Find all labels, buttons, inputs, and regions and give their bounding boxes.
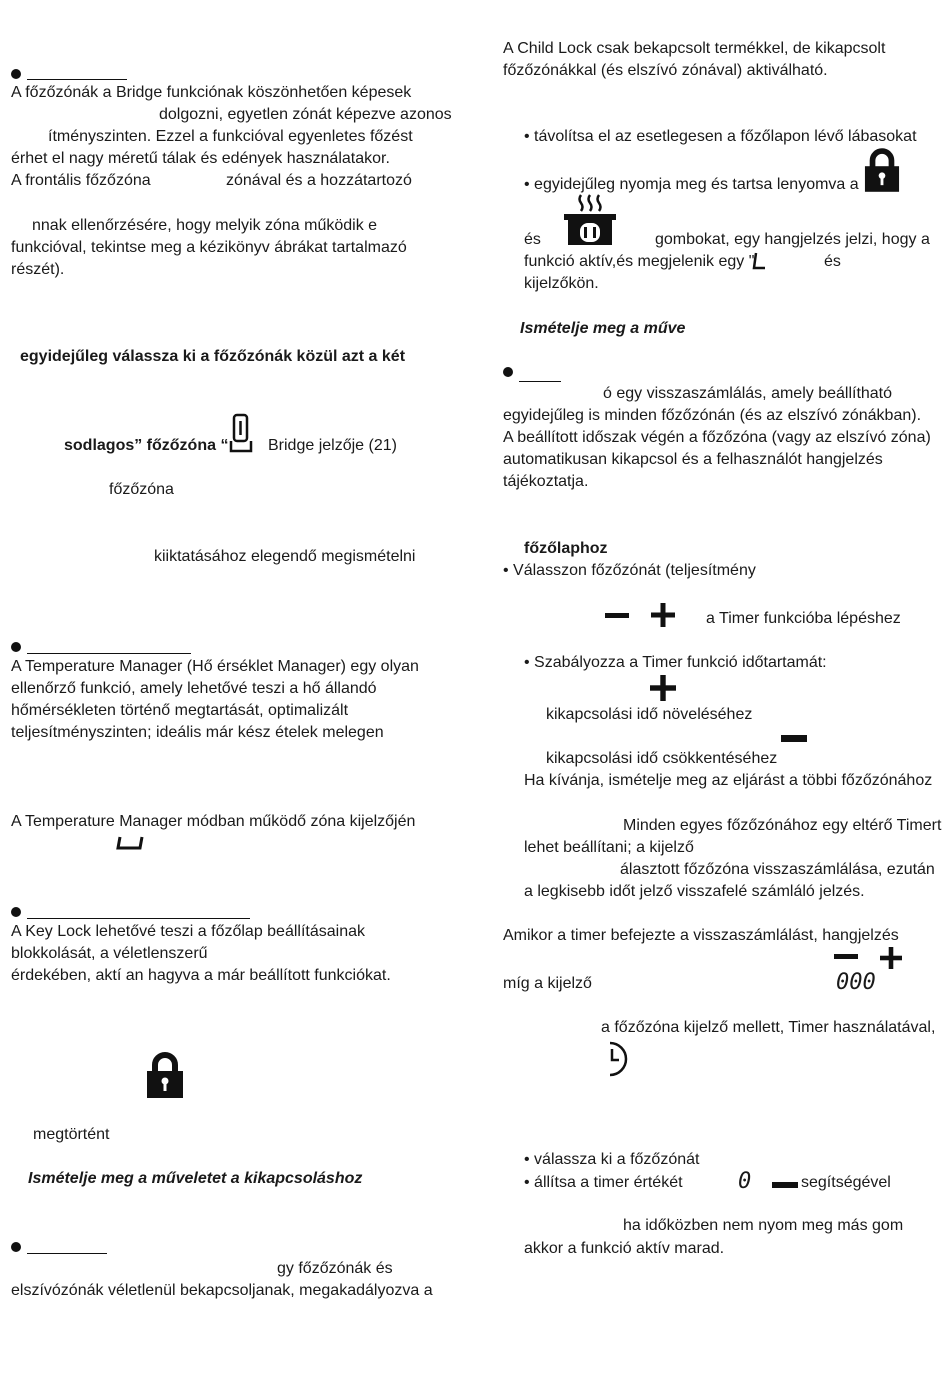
heading-underline xyxy=(27,653,191,654)
timer-line: ó egy visszaszámlálás, amely beállítható xyxy=(603,385,893,402)
bridge-line: nnak ellenőrzésére, hogy melyik zóna működik e xyxy=(32,217,378,234)
zone-label: főzőzóna xyxy=(109,481,174,498)
minus-icon xyxy=(772,1182,798,1190)
bridge-line: funkcióval, tekintse meg a kézikönyv ábrákat tartalmazó xyxy=(11,239,407,256)
childlock-step: • távolítsa el az esetlegesen a főzőlapon lévő lábasokat xyxy=(524,128,917,145)
bullet-dot xyxy=(11,69,21,79)
heading-underline xyxy=(519,381,561,382)
timer-decrease: kikapcsolási idő csökkentéséhez xyxy=(546,750,778,767)
warm-icon xyxy=(117,835,143,851)
lock-icon xyxy=(146,1052,184,1098)
child-line: elszívózónák véletlenül bekapcsoljanak, megakadályozva a xyxy=(11,1282,433,1299)
minus-icon xyxy=(605,613,629,619)
displays-text: kijelzőkön. xyxy=(524,275,599,292)
timer-line: A beállított időszak végén a főzőzóna (vagy az elszívó zóna) xyxy=(503,429,931,446)
keylock-line: érdekében, aktí an hagyva a már beállított funkciókat. xyxy=(11,967,391,984)
timer-line: automatikusan kikapcsol és a felhasználót hangjelzés xyxy=(503,451,883,468)
timer-stays: akkor a funkció aktív marad. xyxy=(524,1240,725,1257)
timer-smallest: a legkisebb időt jelző visszafelé számláló jelzés. xyxy=(524,883,865,900)
timer-set-value: • állítsa a timer értékét xyxy=(524,1174,683,1191)
bridge-select-instruction: egyidejűleg válassza ki a főzőzónák közül azt a két xyxy=(20,348,406,365)
bridge-line: részét). xyxy=(11,261,65,278)
temp-line: hőmérsékleten történő megtartását, optimalizált xyxy=(11,702,349,719)
timer-head: főzőlaphoz xyxy=(524,540,608,557)
bridge-icon xyxy=(229,413,253,453)
timer-finished: Amikor a timer befejezte a visszaszámlálást, hangjelzés xyxy=(503,927,899,944)
disable-text: kiiktatásához elegendő megismételni xyxy=(154,548,416,565)
timer-if-no: ha időközben nem nyom meg más gom xyxy=(623,1217,904,1234)
bridge-line: ítményszinten. Ezzel a funkcióval egyenletes főzést xyxy=(48,128,413,145)
keylock-done: megtörtént xyxy=(33,1126,110,1143)
buttons-text: gombokat, egy hangjelzés jelzi, hogy a xyxy=(655,231,930,248)
bullet-dot xyxy=(503,367,513,377)
timer-increase: kikapcsolási idő növeléséhez xyxy=(546,706,753,723)
timer-clock-icon xyxy=(604,1040,628,1078)
timer-enter: a Timer funkcióba lépéshez xyxy=(706,610,901,627)
heading-underline xyxy=(27,1253,107,1254)
timer-selected: álasztott főzőzóna visszaszámlálása, ezután xyxy=(620,861,935,878)
timer-help: segítségével xyxy=(801,1174,891,1191)
bridge-line: zónával és a hozzátartozó xyxy=(226,172,412,189)
child-line: gy főzőzónák és xyxy=(277,1260,393,1277)
bullet-dot xyxy=(11,1242,21,1252)
lock-indicator-L xyxy=(753,252,767,270)
childlock-step: • egyidejűleg nyomja meg és tartsa lenyomva a xyxy=(524,176,859,193)
timer-choose: • Válasszon főzőzónát (teljesítmény xyxy=(503,562,756,579)
heading-underline xyxy=(27,918,250,919)
keylock-line: blokkolását, a véletlenszerű xyxy=(11,945,208,962)
bridge-line: A frontális főzőzóna xyxy=(11,172,151,189)
timer-line: egyidejűleg is minden főzőzónán (és az elszívó zónákban). xyxy=(503,407,922,424)
temp-line: A Temperature Manager (Hő érséklet Manager) egy olyan xyxy=(11,658,419,675)
timer-each-zone: Minden egyes főzőzónához egy eltérő Timert xyxy=(623,817,942,834)
bullet-dot xyxy=(11,642,21,652)
timer-set-display: lehet beállítani; a kijelző xyxy=(524,839,694,856)
pot-icon xyxy=(564,193,616,247)
heading-underline xyxy=(27,79,127,80)
temp-display-text: A Temperature Manager módban működő zóna kijelzőjén xyxy=(11,813,416,830)
timer-beside: a főzőzóna kijelző mellett, Timer használatával, xyxy=(601,1019,936,1036)
timer-digit-0: 0 xyxy=(738,1169,752,1194)
and-label: és xyxy=(524,231,541,248)
keylock-line: A Key Lock lehetővé teszi a főzőlap beállításainak xyxy=(11,923,365,940)
minus-icon xyxy=(781,735,807,743)
temp-line: teljesítményszinten; ideális már kész ételek melegen xyxy=(11,724,384,741)
timer-display-000: 000 xyxy=(836,970,876,995)
bridge-line: dolgozni, egyetlen zónát képezve azonos xyxy=(159,106,452,123)
timer-repeat-other: Ha kívánja, ismételje meg az eljárást a többi főzőzónához xyxy=(524,772,933,789)
childlock-line: főzőzónákkal (és elszívó zónával) aktiválható. xyxy=(503,62,828,79)
bridge-indicator-text: Bridge jelzője (21) xyxy=(268,437,397,454)
plus-icon xyxy=(880,947,902,969)
keylock-repeat: Ismételje meg a műveletet a kikapcsoláshoz xyxy=(28,1170,363,1187)
timer-select-zone: • válassza ki a főzőzónát xyxy=(524,1151,700,1168)
bridge-line: érhet el nagy méretű tálak és edények használatakor. xyxy=(11,150,390,167)
childlock-repeat: Ismételje meg a műve xyxy=(520,320,686,337)
secondary-zone-label: sodlagos” főzőzóna “ xyxy=(64,437,229,454)
bullet-dot xyxy=(11,907,21,917)
active-text: funkció aktív,és megjelenik egy " xyxy=(524,253,755,270)
plus-icon xyxy=(650,675,676,701)
timer-while: míg a kijelző xyxy=(503,975,592,992)
and-label-2: és xyxy=(824,253,841,270)
timer-adjust: • Szabályozza a Timer funkció időtartamát: xyxy=(524,654,827,671)
childlock-line: A Child Lock csak bekapcsolt termékkel, de kikapcsolt xyxy=(503,40,886,57)
plus-icon xyxy=(651,603,675,627)
timer-line: tájékoztatja. xyxy=(503,473,589,490)
bridge-line: A főzőzónák a Bridge funkciónak köszönhetően képesek xyxy=(11,84,412,101)
lock-icon xyxy=(864,148,900,192)
temp-line: ellenőrző funkció, amely lehetővé teszi a hő állandó xyxy=(11,680,377,697)
minus-icon xyxy=(834,954,858,960)
